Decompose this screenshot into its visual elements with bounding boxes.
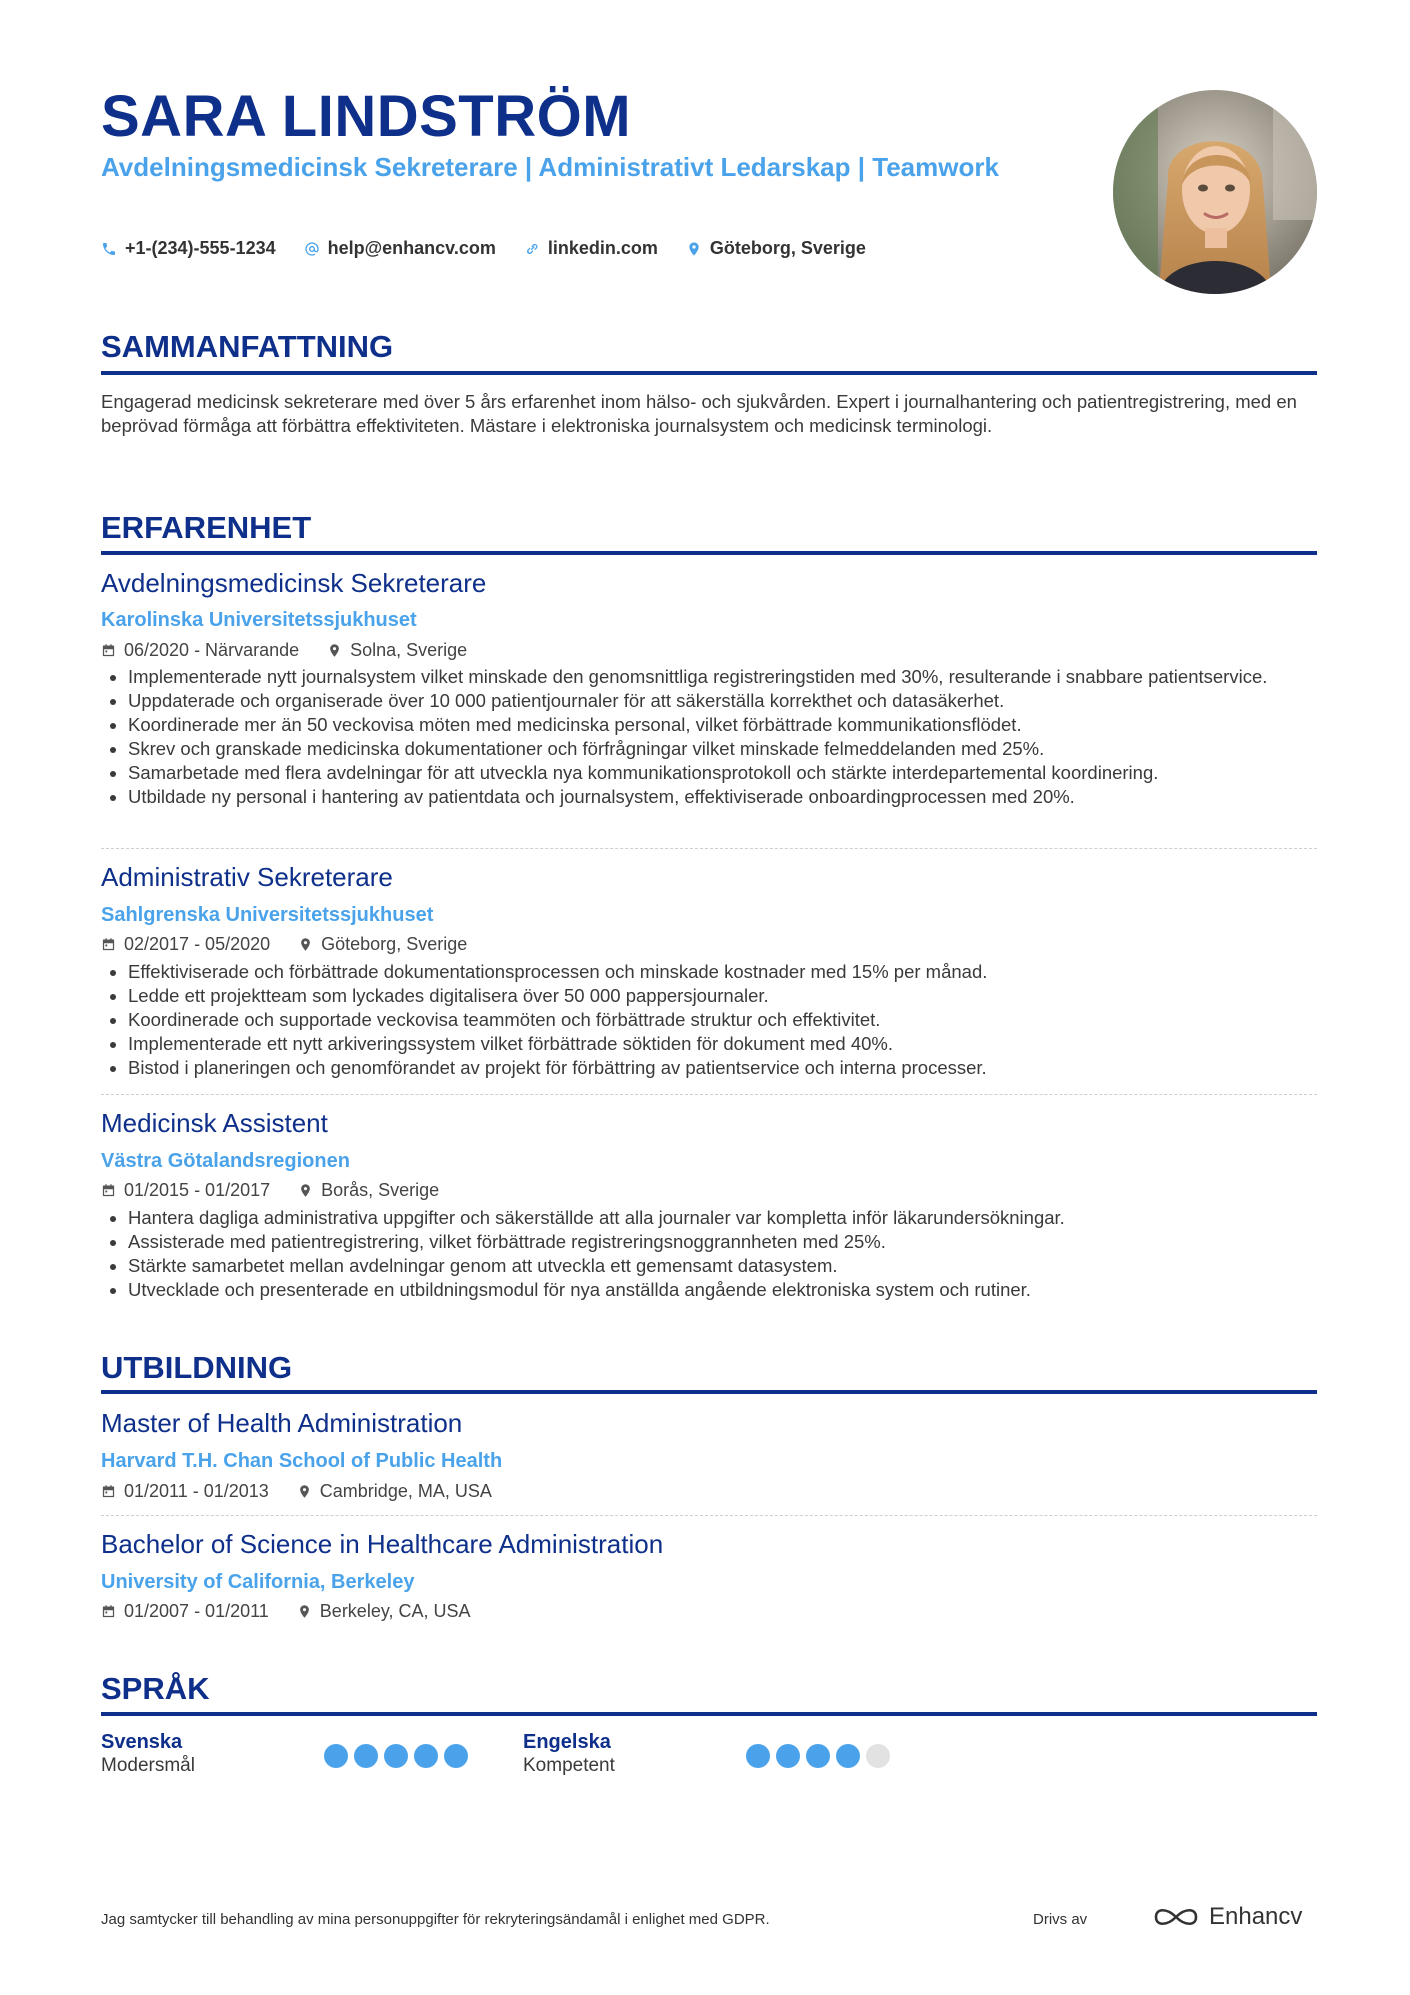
entry-divider: [101, 1094, 1317, 1095]
list-item: • Implementerade ett nytt arkiveringssystem vilket förbättrade söktiden för dokument med 40%.: [128, 1032, 1344, 1056]
contact-linkedin-text: linkedin.com: [547, 238, 658, 258]
job-meta: [101, 933, 467, 955]
contact-linkedin[interactable]: [524, 238, 658, 259]
contact-email[interactable]: [304, 238, 496, 259]
education-meta: [101, 1600, 471, 1622]
list-item: • Skrev och granskade medicinska dokumentationer och förfrågningar vilket minskade felmeddelanden med 25%.: [128, 737, 1344, 761]
enhancv-logo[interactable]: [1153, 1903, 1302, 1931]
school-name: University of California, Berkeley: [101, 1571, 415, 1593]
job-title: Medicinsk Assistent: [101, 1108, 328, 1138]
experience-rule: [101, 551, 1317, 555]
summary-title: SAMMANFATTNING: [101, 329, 394, 364]
summary-text: Engagerad medicinsk sekreterare med över 5 års erfarenhet inom hälso- och sjukvården. Expert i journalhantering och patientregistrering, med en beprövad förmåga att förbättra effektiviteten. Mästare i elektroniska journalsystem och medicinsk terminologi.: [101, 391, 1297, 436]
rating-dot: [414, 1744, 438, 1768]
calendar-icon: [101, 643, 116, 658]
map-pin-icon: [297, 1604, 312, 1619]
map-pin-icon: [297, 1484, 312, 1499]
contact-location: [686, 238, 866, 259]
job-location: Göteborg, Sverige: [321, 934, 468, 954]
list-item: • Koordinerade och supportade veckovisa teammöten och förbättrade struktur och effektivitet.: [128, 1008, 1344, 1032]
candidate-name: SARA LINDSTRÖM: [101, 84, 632, 149]
rating-dot: [806, 1744, 830, 1768]
languages-rule: [101, 1712, 1317, 1716]
language-level: Kompetent: [523, 1755, 615, 1776]
rating-dot: [354, 1744, 378, 1768]
contact-phone[interactable]: [101, 238, 276, 259]
list-item: • Utbildade ny personal i hantering av patientdata och journalsystem, effektiviserade onboardingprocessen med 20%.: [128, 785, 1344, 809]
degree-title: Master of Health Administration: [101, 1408, 463, 1438]
phone-icon: [101, 241, 117, 257]
language-rating: [324, 1744, 468, 1768]
job-location: Borås, Sverige: [321, 1180, 440, 1200]
rating-dot: [444, 1744, 468, 1768]
job-dates: 02/2017 - 05/2020: [124, 934, 271, 954]
list-item: • Samarbetade med flera avdelningar för att utveckla nya kommunikationsprotokoll och stärkte interdepartemental koordinering.: [128, 761, 1344, 785]
language-name: Engelska: [523, 1731, 611, 1753]
job-company: Sahlgrenska Universitetssjukhuset: [101, 904, 434, 926]
summary-rule: [101, 371, 1317, 375]
rating-dot: [836, 1744, 860, 1768]
school-name: Harvard T.H. Chan School of Public Health: [101, 1450, 503, 1472]
calendar-icon: [101, 937, 116, 952]
rating-dot: [866, 1744, 890, 1768]
language-name: Svenska: [101, 1731, 183, 1753]
list-item: • Koordinerade mer än 50 veckovisa möten med medicinska personal, vilket förbättrade kommunikationsflödet.: [128, 713, 1344, 737]
map-pin-icon: [327, 643, 342, 658]
profile-photo-illustration: [1113, 90, 1317, 294]
job-meta: [101, 1179, 439, 1201]
list-item: • Ledde ett projektteam som lyckades digitalisera över 50 000 pappersjournaler.: [128, 984, 1344, 1008]
job-bullets: [101, 960, 1344, 1080]
candidate-tagline: Avdelningsmedicinsk Sekreterare | Administrativt Ledarskap | Teamwork: [101, 152, 999, 182]
contact-email-text: help@enhancv.com: [327, 238, 496, 258]
entry-divider: [101, 1515, 1317, 1516]
calendar-icon: [101, 1183, 116, 1198]
job-title: Avdelningsmedicinsk Sekreterare: [101, 568, 487, 598]
gdpr-consent: Jag samtycker till behandling av mina personuppgifter för rekryteringsändamål i enlighet med GDPR.: [101, 1911, 770, 1928]
rating-dot: [746, 1744, 770, 1768]
degree-title: Bachelor of Science in Healthcare Administration: [101, 1529, 664, 1559]
calendar-icon: [101, 1484, 116, 1499]
map-pin-icon: [686, 241, 702, 257]
job-title: Administrativ Sekreterare: [101, 862, 393, 892]
education-meta: [101, 1480, 492, 1502]
job-company: Karolinska Universitetssjukhuset: [101, 609, 417, 631]
job-bullets: [101, 665, 1344, 809]
education-dates: 01/2011 - 01/2013: [124, 1481, 269, 1501]
at-icon: [304, 241, 320, 257]
map-pin-icon: [298, 937, 313, 952]
education-location: Berkeley, CA, USA: [319, 1601, 471, 1621]
job-company: Västra Götalandsregionen: [101, 1150, 350, 1172]
job-dates: 01/2015 - 01/2017: [124, 1180, 271, 1200]
list-item: • Uppdaterade och organiserade över 10 000 patientjournaler för att säkerställa korrekthet och datasäkerhet.: [128, 689, 1344, 713]
language-rating: [746, 1744, 890, 1768]
job-bullets: [101, 1206, 1344, 1302]
rating-dot: [776, 1744, 800, 1768]
powered-by-label: Drivs av: [1033, 1911, 1088, 1928]
experience-title: ERFARENHET: [101, 510, 312, 545]
map-pin-icon: [298, 1183, 313, 1198]
education-rule: [101, 1390, 1317, 1394]
list-item: • Effektiviserade och förbättrade dokumentationsprocessen och minskade kostnader med 15% per månad.: [128, 960, 1344, 984]
list-item: • Assisterade med patientregistrering, vilket förbättrade registreringsnoggrannheten med 25%.: [128, 1230, 1344, 1254]
contact-row: [101, 238, 866, 259]
enhancv-logo-icon: [1153, 1904, 1199, 1930]
job-location: Solna, Sverige: [350, 640, 468, 660]
list-item: • Implementerade nytt journalsystem vilket minskade den genomsnittliga registreringstiden med 30%, resulterande i snabbare patientservice.: [128, 665, 1344, 689]
education-title: UTBILDNING: [101, 1350, 293, 1385]
enhancv-brand-text: Enhancv: [1209, 1903, 1303, 1930]
job-meta: [101, 639, 467, 661]
list-item: • Utvecklade och presenterade en utbildningsmodul för nya anställda angående elektroniska system och rutiner.: [128, 1278, 1344, 1302]
education-dates: 01/2007 - 01/2011: [124, 1601, 269, 1621]
contact-phone-text: +1-(234)-555-1234: [125, 238, 276, 258]
rating-dot: [384, 1744, 408, 1768]
job-dates: 06/2020 - Närvarande: [124, 640, 300, 660]
language-level: Modersmål: [101, 1755, 195, 1776]
languages-title: SPRÅK: [101, 1671, 210, 1706]
list-item: • Hantera dagliga administrativa uppgifter och säkerställde att alla journaler var kompletta inför läkarundersökningar.: [128, 1206, 1344, 1230]
profile-photo: [1113, 90, 1317, 294]
calendar-icon: [101, 1604, 116, 1619]
list-item: • Stärkte samarbetet mellan avdelningar genom att utveckla ett gemensamt datasystem.: [128, 1254, 1344, 1278]
rating-dot: [324, 1744, 348, 1768]
contact-location-text: Göteborg, Sverige: [709, 238, 866, 258]
link-icon: [524, 241, 540, 257]
education-location: Cambridge, MA, USA: [319, 1481, 492, 1501]
list-item: • Bistod i planeringen och genomförandet av projekt för förbättring av patientservice och interna processer.: [128, 1056, 1344, 1080]
entry-divider: [101, 848, 1317, 849]
